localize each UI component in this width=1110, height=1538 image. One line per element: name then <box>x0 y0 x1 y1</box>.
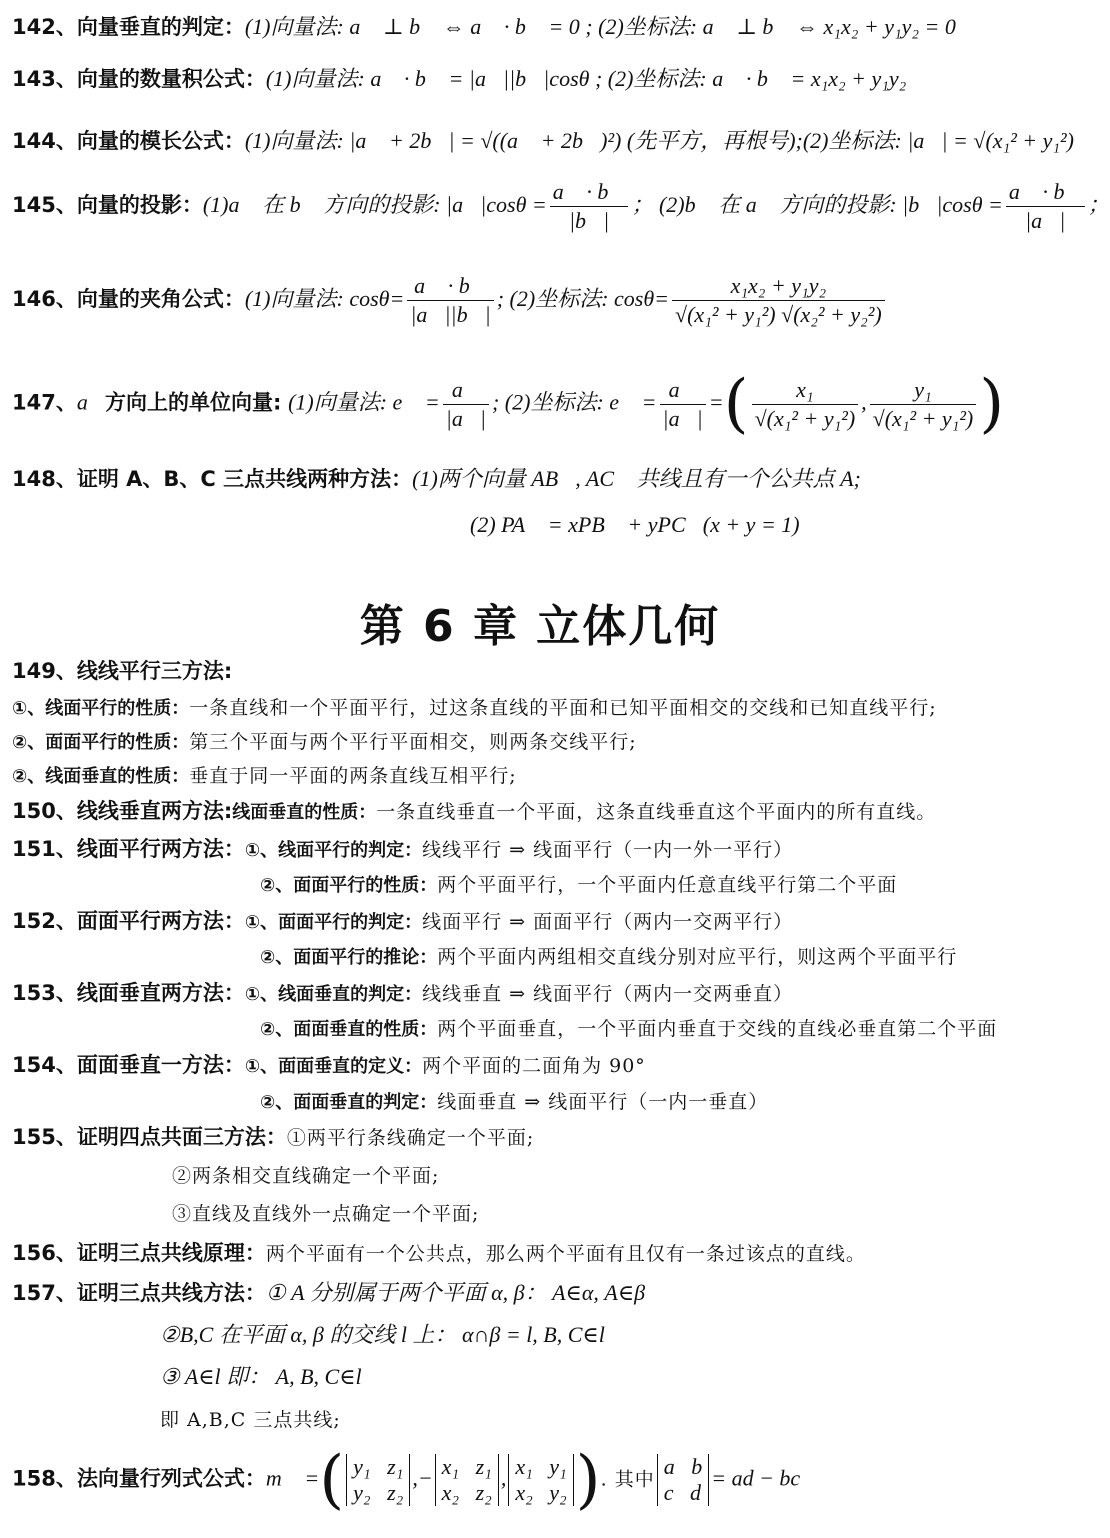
rule-text: 两个平面有一个公共点，那么两个平面有且仅有一条过该点的直线。 <box>265 1243 866 1265</box>
rule-text: 两个平面的二面角为 90° <box>422 1055 646 1077</box>
item-title: 证明三点共线原理： <box>76 1241 266 1265</box>
item-number: 153、 <box>12 981 77 1005</box>
formula-part: (1)a⃗ 在 b⃗ 方向的投影: |a⃗|cosθ = <box>202 192 547 217</box>
section-149-rule-2 <box>12 726 637 758</box>
formula-part: ; (2)坐标法: cosθ= <box>496 286 670 311</box>
item-title: 向量垂直的判定： <box>76 15 245 39</box>
item-title: 法向量行列式公式： <box>76 1466 266 1491</box>
fraction-denominator: √(x₁² + y₁²) √(x₂² + y₂²) <box>675 302 882 327</box>
fraction <box>443 376 489 433</box>
det-cell: c <box>663 1480 674 1505</box>
item-title: 线线垂直两方法: <box>76 799 233 823</box>
item-title: 向量的数量积公式： <box>76 67 266 91</box>
chapter-title: 第 6 章 立体几何 <box>359 601 721 652</box>
item-number: 148、 <box>12 467 77 491</box>
fraction-numerator: a⃗ · b⃗ <box>407 272 493 301</box>
item-number: 146、 <box>12 287 77 311</box>
left-paren: ( <box>723 367 749 441</box>
rule-text: ①两平行条线确定一个平面; <box>286 1127 535 1149</box>
det-cell: x₂ <box>515 1480 533 1505</box>
determinant <box>508 1454 573 1506</box>
rule-text: ②两条相交直线确定一个平面; <box>172 1165 440 1187</box>
fraction-numerator: a⃗ <box>660 376 706 405</box>
formula: (1)向量法: a⃗ · b⃗ = |a⃗||b⃗|cosθ ; (2)坐标法: a⃗ · b⃗ = x₁x₂ + y₁y₂ <box>265 66 907 91</box>
item-number: 144、 <box>12 129 77 153</box>
item-number: 152、 <box>12 909 77 933</box>
section-154-rule-2 <box>260 1086 768 1118</box>
fraction-numerator: a⃗ · b⃗ <box>1006 178 1085 207</box>
separator: , <box>500 1465 507 1491</box>
item-title: 线线平行三方法: <box>76 659 233 683</box>
item-143 <box>12 64 906 94</box>
item-144 <box>12 126 1074 156</box>
item-146 <box>12 272 888 329</box>
right-paren: ) <box>979 367 1005 441</box>
rule-label: ②、面面平行的性质： <box>12 732 190 753</box>
det-cell: y₁ <box>353 1454 371 1479</box>
fraction <box>550 178 629 235</box>
rule-text: 即 A,B,C 三点共线; <box>160 1409 341 1431</box>
rule-label: ①、线面平行的判定： <box>244 840 423 861</box>
section-157 <box>12 1278 645 1308</box>
fraction-denominator: |a⃗| <box>1025 208 1066 233</box>
fraction-denominator: |a⃗||b⃗| <box>410 302 491 327</box>
item-title: 证明四点共面三方法： <box>76 1125 287 1149</box>
det-cell: x₂ <box>441 1480 460 1505</box>
rule-text: 线面垂直 ⇒ 线面平行（一内一垂直） <box>437 1091 769 1113</box>
det-cell: z₂ <box>475 1480 492 1505</box>
formula-part: ; (2)坐标法: e⃗ = <box>491 389 657 415</box>
rule-text: ②B,C 在平面 α, β 的交线 l 上： α∩β = l, B, C∈l <box>160 1322 605 1347</box>
comma: , <box>861 389 867 415</box>
item-title: 线面垂直两方法： <box>76 981 245 1005</box>
formula: (2) PA⃗ = xPB⃗ + yPC⃗(x + y = 1) <box>470 512 800 537</box>
formula-part: . 其中 <box>600 1468 655 1491</box>
item-number: 143、 <box>12 67 77 91</box>
rule-label: 线面垂直的性质： <box>232 802 377 823</box>
fraction-numerator: y₁ <box>870 376 977 405</box>
rule-text: 一条直线和一个平面平行，过这条直线的平面和已知平面相交的交线和已知直线平行; <box>189 697 937 719</box>
section-153-rule-2 <box>260 1013 997 1045</box>
item-number: 156、 <box>12 1241 77 1265</box>
item-145 <box>12 178 1110 235</box>
section-157-rule-3 <box>160 1362 362 1392</box>
item-147 <box>12 367 1005 441</box>
item-number: 150、 <box>12 799 77 823</box>
section-154 <box>12 1050 646 1082</box>
item-number: 151、 <box>12 837 77 861</box>
rule-text: 两个平面垂直，一个平面内垂直于交线的直线必垂直第二个平面 <box>437 1018 998 1040</box>
determinant <box>657 1454 710 1506</box>
det-cell: y₂ <box>353 1480 371 1505</box>
rule-text: 线线垂直 ⇒ 线面平行（两内一交两垂直） <box>422 983 794 1005</box>
section-150 <box>12 796 936 828</box>
formula-end: ； <box>1087 192 1110 217</box>
rule-text: 第三个平面与两个平行平面相交，则两条交线平行; <box>189 731 637 753</box>
det-cell: z₂ <box>387 1480 404 1505</box>
det-cell: z₁ <box>475 1454 492 1479</box>
item-title: 证明三点共线方法： <box>76 1281 266 1305</box>
det-cell: z₁ <box>387 1454 404 1479</box>
right-paren: ) <box>575 1443 601 1517</box>
section-151 <box>12 834 793 866</box>
formula: (1)向量法: |a⃗ + 2b⃗| = √((a⃗ + 2b⃗)²) (先平方，再根号);(2)坐标法: |a⃗| = √(x₁² + y₁²) <box>244 128 1074 153</box>
rule-text: 线线平行 ⇒ 线面平行（一内一外一平行） <box>422 839 794 861</box>
fraction-numerator: a⃗ · b⃗ <box>550 178 629 207</box>
rule-label: ②、面面垂直的判定： <box>260 1092 438 1113</box>
left-paren: ( <box>319 1443 345 1517</box>
item-title: 面面平行两方法： <box>76 909 245 933</box>
rule-label: ②、线面垂直的性质： <box>12 766 190 787</box>
section-155-rule-2 <box>172 1160 439 1191</box>
rule-label: ①、线面垂直的判定： <box>244 984 423 1005</box>
rule-text: 线面平行 ⇒ 面面平行（两内一交两平行） <box>422 911 794 933</box>
section-149-rule-3 <box>12 760 517 792</box>
section-156 <box>12 1238 866 1269</box>
item-number: 158、 <box>12 1466 77 1491</box>
fraction-denominator: |a⃗| <box>445 405 486 431</box>
item-title: 证明 A、B、C 三点共线两种方法： <box>76 467 413 491</box>
fraction-numerator: a⃗ <box>443 376 489 405</box>
item-title: 面面垂直一方法： <box>76 1053 245 1077</box>
formula: (1)两个向量 AB⃗, AC⃗ 共线且有一个公共点 A; <box>412 466 861 491</box>
rule-label: ②、面面垂直的性质： <box>260 1019 438 1040</box>
fraction-numerator: x₁x₂ + y₁y₂ <box>672 272 885 301</box>
formula-part: = ad − bc <box>711 1465 801 1491</box>
item-148-line2 <box>470 510 800 540</box>
det-cell: x₁ <box>515 1454 533 1479</box>
rule-label: ①、面面平行的判定： <box>244 912 423 933</box>
determinant <box>346 1454 410 1506</box>
fraction <box>660 376 706 433</box>
section-157-rule-4 <box>160 1404 341 1435</box>
rule-text: ③ A∈l 即： A, B, C∈l <box>160 1364 362 1389</box>
item-title: 方向上的单位向量: <box>104 390 282 415</box>
fraction-numerator: x₁ <box>752 376 859 405</box>
item-number: 149、 <box>12 659 77 683</box>
fraction <box>407 272 493 329</box>
fraction-denominator: |b⃗| <box>568 208 610 233</box>
section-158 <box>12 1443 801 1517</box>
rule-label: ①、面面垂直的定义： <box>244 1056 423 1077</box>
det-cell: d <box>689 1480 701 1505</box>
item-number: 142、 <box>12 15 77 39</box>
item-number: 145、 <box>12 193 77 217</box>
rule-label: ①、线面平行的性质： <box>12 698 190 719</box>
item-title: 向量的投影： <box>76 193 203 217</box>
item-title: 向量的模长公式： <box>76 129 245 153</box>
section-149-rule-1 <box>12 692 937 724</box>
formula-part: ； (2)b⃗ 在 a⃗ 方向的投影: |b⃗|cosθ = <box>631 192 1003 217</box>
item-142 <box>12 12 956 42</box>
item-number: 157、 <box>12 1281 77 1305</box>
rule-text: ① A 分别属于两个平面 α, β： A∈α, A∈β <box>265 1280 646 1305</box>
formula-part: (1)向量法: e⃗ = <box>288 389 440 415</box>
item-number: 155、 <box>12 1125 77 1149</box>
item-title: 线面平行两方法： <box>76 837 245 861</box>
fraction <box>672 272 885 329</box>
item-number: 147、 <box>12 390 77 415</box>
det-cell: y₁ <box>549 1454 567 1479</box>
formula-part: m⃗ = <box>265 1465 320 1491</box>
item-number: 154、 <box>12 1053 77 1077</box>
det-cell: a <box>663 1454 675 1479</box>
fraction <box>1006 178 1085 235</box>
det-cell: b <box>691 1454 703 1479</box>
rule-text: 两个平面内两组相交直线分别对应平行，则这两个平面平行 <box>437 946 958 968</box>
section-151-rule-2 <box>260 869 897 901</box>
equals-sign: = <box>708 389 724 415</box>
fraction-denominator: √(x₁² + y₁²) <box>872 405 974 431</box>
rule-label: ②、面面平行的推论： <box>260 947 438 968</box>
item-title: 向量的夹角公式： <box>76 287 245 311</box>
determinant <box>435 1454 499 1506</box>
fraction-denominator: √(x₁² + y₁²) <box>754 405 856 431</box>
separator: ,− <box>412 1465 433 1491</box>
formula: (1)向量法: a⃗ ⊥ b⃗ ⇔ a⃗ · b⃗ = 0 ; (2)坐标法: a⃗ ⊥ b⃗ ⇔ x₁x₂ + y₁y₂ = 0 <box>244 14 956 39</box>
rule-label: ②、面面平行的性质： <box>260 875 438 896</box>
section-149 <box>12 656 232 686</box>
rule-text: 垂直于同一平面的两条直线互相平行; <box>189 765 517 787</box>
section-157-rule-2 <box>160 1320 605 1350</box>
section-152-rule-2 <box>260 941 957 973</box>
rule-text: 两个平面平行，一个平面内任意直线平行第二个平面 <box>437 874 898 896</box>
item-148 <box>12 464 861 494</box>
rule-text: ③直线及直线外一点确定一个平面; <box>172 1203 480 1225</box>
formula-part: (1)向量法: cosθ= <box>244 286 405 311</box>
title-vector: a⃗ <box>76 389 105 415</box>
section-155-rule-3 <box>172 1198 479 1229</box>
det-cell: x₁ <box>441 1454 460 1479</box>
rule-text: 一条直线垂直一个平面，这条直线垂直这个平面内的所有直线。 <box>376 801 937 823</box>
section-152 <box>12 906 793 938</box>
section-155 <box>12 1122 534 1153</box>
det-cell: y₂ <box>549 1480 567 1505</box>
fraction <box>752 376 859 433</box>
section-153 <box>12 978 793 1010</box>
fraction <box>870 376 977 433</box>
fraction-denominator: |a⃗| <box>662 405 703 431</box>
